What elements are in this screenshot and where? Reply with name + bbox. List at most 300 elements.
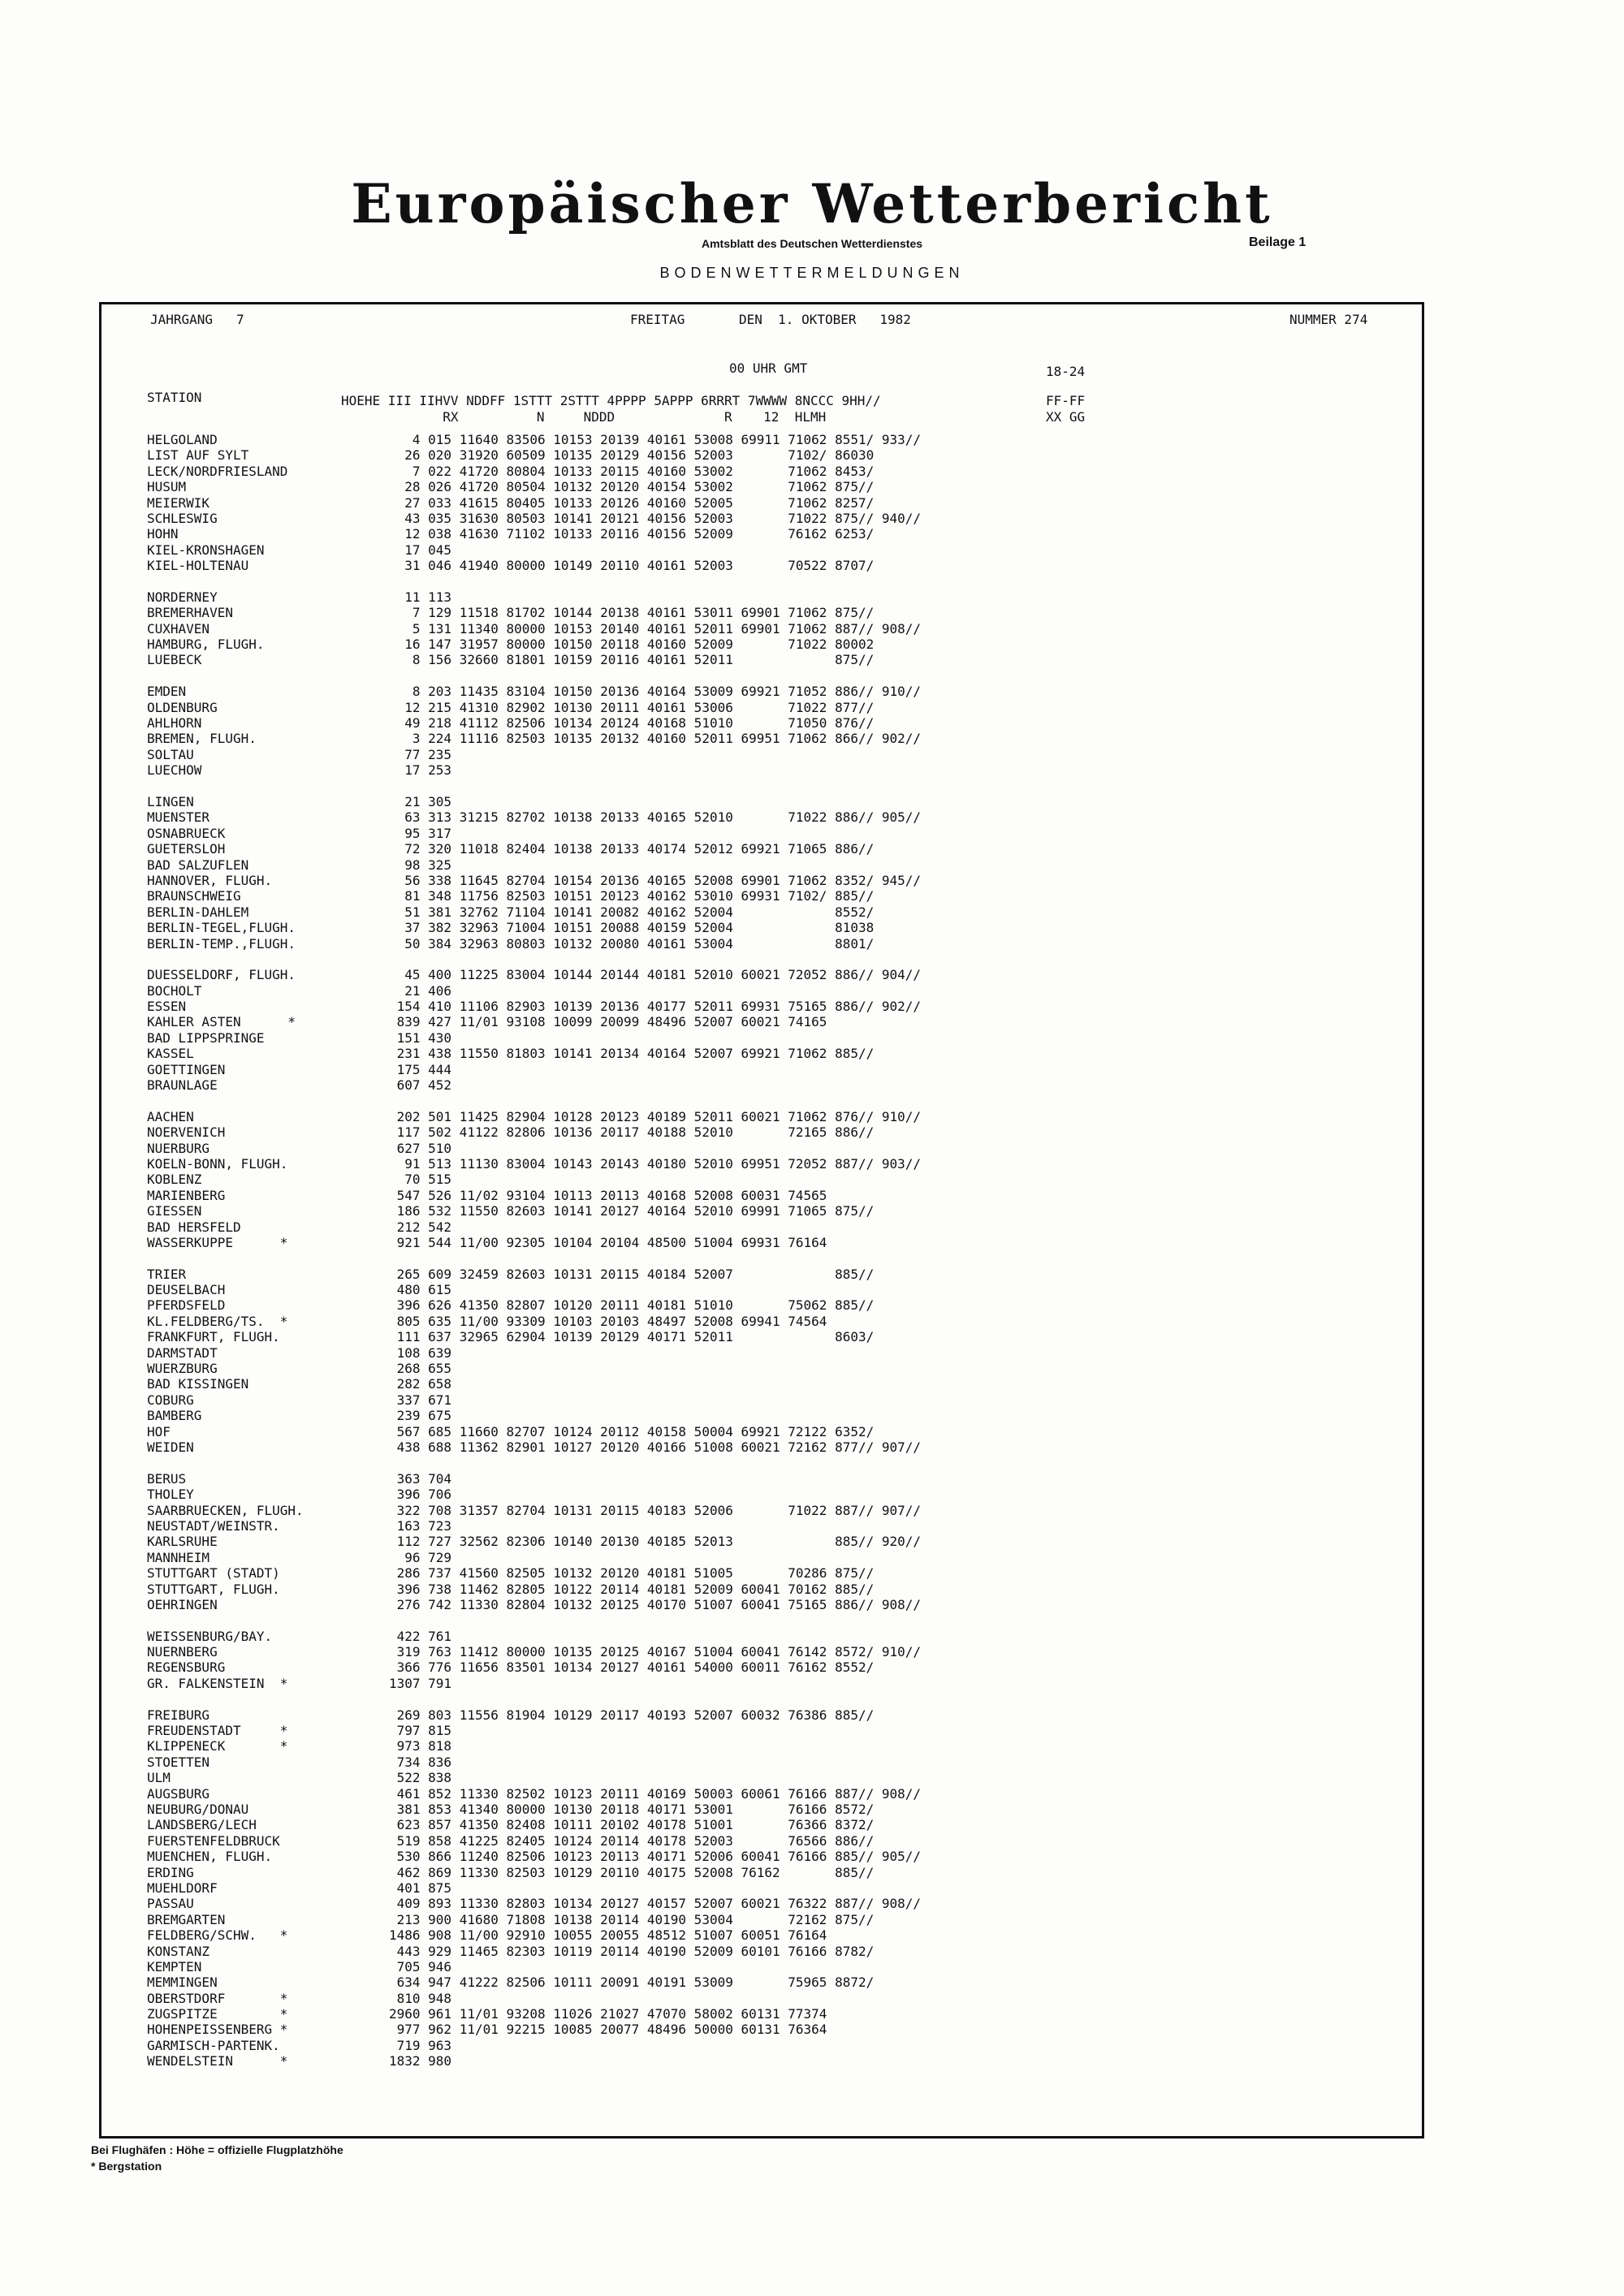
station-name: MARIENBERG: [147, 1187, 226, 1203]
station-observation: 212 542: [389, 1219, 452, 1235]
station-row: [147, 936, 921, 952]
station-observation: 547 526 11/02 93104 10113 20113 40168 52008 60031 74565: [389, 1187, 827, 1203]
station-name: SAARBRUECKEN, FLUGH.: [147, 1502, 304, 1518]
station-row: [147, 1738, 921, 1754]
code-columns-line2: RX N NDDD R 12 HLMH: [341, 409, 827, 425]
station-observation: 108 639: [389, 1344, 452, 1361]
station-observation: 11 113: [389, 589, 452, 605]
station-observation: 7 129 11518 81702 10144 20138 40161 53011 69901 71062 875//: [389, 605, 875, 621]
station-row: [147, 1629, 921, 1644]
station-row: [147, 1282, 921, 1297]
station-name: KOELN-BONN, FLUGH.: [147, 1155, 288, 1172]
group-separator: [147, 574, 921, 589]
station-observation: 381 853 41340 80000 10130 20118 40171 53001 76166 8572/: [389, 1801, 875, 1817]
ff-column-line1: FF-FF: [1046, 393, 1086, 408]
station-observation: 117 502 41122 82806 10136 20117 40188 52010 72165 886//: [389, 1124, 875, 1141]
station-row: [147, 1786, 921, 1802]
station-name: GARMISCH-PARTENK.: [147, 2037, 280, 2053]
station-name: BREMEN, FLUGH.: [147, 731, 257, 747]
station-row: [147, 1912, 921, 1927]
station-name: EMDEN: [147, 684, 187, 700]
station-observation: 8 203 11435 83104 10150 20136 40164 53009 69921 71052 886// 910//: [389, 684, 922, 700]
station-observation: 202 501 11425 82904 10128 20123 40189 52011 60021 71062 876// 910//: [389, 1108, 922, 1124]
station-name: REGENSBURG: [147, 1659, 226, 1676]
station-name: HOF: [147, 1423, 171, 1439]
station-name: MUENSTER: [147, 809, 210, 826]
station-name: TRIER: [147, 1266, 187, 1282]
station-row: [147, 1503, 921, 1518]
weekday: FREITAG: [630, 312, 685, 327]
station-observation: 443 929 11465 82303 10119 20114 40190 52009 60101 76166 8782/: [389, 1943, 875, 1959]
station-name: NUERBURG: [147, 1140, 210, 1156]
station-observation: 7 022 41720 80804 10133 20115 40160 53002 71062 8453/: [389, 463, 875, 479]
station-name: COBURG: [147, 1392, 194, 1408]
station-observation: 567 685 11660 82707 10124 20112 40158 50004 69921 72122 6352/: [389, 1423, 875, 1439]
station-row: [147, 1172, 921, 1187]
station-row: [147, 967, 921, 982]
station-row: [147, 1376, 921, 1392]
station-row: [147, 1865, 921, 1880]
station-observation: 627 510: [389, 1140, 452, 1156]
station-name: HOHN: [147, 526, 179, 542]
publication-subtitle: Amtsblatt des Deutschen Wetterdienstes: [701, 237, 923, 250]
jahrgang: JAHRGANG 7: [150, 312, 244, 327]
station-name: KAHLER ASTEN *: [147, 1014, 296, 1030]
station-name: NEUBURG/DONAU: [147, 1801, 249, 1817]
station-name: AACHEN: [147, 1108, 194, 1124]
station-name: ULM: [147, 1770, 171, 1786]
station-observation: 461 852 11330 82502 10123 20111 40169 50003 60061 76166 887// 908//: [389, 1785, 922, 1802]
station-observation: 112 727 32562 82306 10140 20130 40185 52013 885// 920//: [389, 1534, 922, 1550]
station-row: [147, 1550, 921, 1565]
station-name: WUERZBURG: [147, 1361, 218, 1377]
station-row: [147, 1597, 921, 1612]
station-name: THOLEY: [147, 1487, 194, 1503]
station-row: [147, 1424, 921, 1439]
station-name: OSNABRUECK: [147, 825, 226, 841]
station-name: BAD SALZUFLEN: [147, 857, 249, 873]
station-row: [147, 558, 921, 573]
station-observation: 111 637 32965 62904 10139 20129 40171 52011 8603/: [389, 1329, 875, 1345]
station-observation: 839 427 11/01 93108 10099 20099 48496 52007 60021 74165: [389, 1014, 827, 1030]
station-observation: 2960 961 11/01 93208 11026 21027 47070 58002 60131 77374: [389, 2006, 827, 2022]
station-observation: 363 704: [389, 1470, 452, 1487]
station-observation: 366 776 11656 83501 10134 20127 40161 54000 60011 76162 8552/: [389, 1659, 875, 1676]
station-name: MUEHLDORF: [147, 1880, 218, 1896]
station-name: ZUGSPITZE *: [147, 2006, 288, 2022]
station-name: BAD KISSINGEN: [147, 1376, 249, 1392]
station-observation: 63 313 31215 82702 10138 20133 40165 52010 71022 886// 905//: [389, 809, 922, 826]
station-name: BAMBERG: [147, 1408, 202, 1424]
station-observation: 8 156 32660 81801 10159 20116 40161 52011 875//: [389, 652, 875, 668]
station-row: [147, 904, 921, 920]
station-row: [147, 1707, 921, 1723]
station-name: LANDSBERG/LECH: [147, 1817, 257, 1833]
station-observation: 805 635 11/00 93309 10103 20103 48497 52008 69941 74564: [389, 1313, 827, 1329]
period-label: 18-24: [1046, 364, 1086, 379]
station-row: [147, 1754, 921, 1770]
station-name: WEIDEN: [147, 1439, 194, 1455]
station-name: NORDERNEY: [147, 589, 218, 605]
station-name: STOETTEN: [147, 1754, 210, 1770]
station-row: [147, 1565, 921, 1581]
station-observation: 96 729: [389, 1549, 452, 1565]
station-observation: 634 947 41222 82506 10111 20091 40191 53009 75965 8872/: [389, 1974, 875, 1991]
station-row: [147, 2038, 921, 2053]
station-observation: 16 147 31957 80000 10150 20118 40160 52009 71022 80002: [389, 637, 875, 653]
station-name: MEMMINGEN: [147, 1974, 218, 1991]
station-row: [147, 731, 921, 746]
station-observation: 282 658: [389, 1376, 452, 1392]
station-observation: 70 515: [389, 1172, 452, 1188]
station-name: WASSERKUPPE *: [147, 1234, 288, 1250]
station-name: KEMPTEN: [147, 1958, 202, 1974]
station-row: [147, 479, 921, 494]
station-name: PFERDSFELD: [147, 1297, 226, 1314]
station-name: KIEL-KRONSHAGEN: [147, 542, 265, 558]
station-row: [147, 1471, 921, 1487]
station-name: HANNOVER, FLUGH.: [147, 872, 273, 888]
station-observation: 409 893 11330 82803 10134 20127 40157 52007 60021 76322 887// 908//: [389, 1896, 922, 1912]
station-row: [147, 1534, 921, 1549]
station-row: [147, 1203, 921, 1219]
station-row: [147, 809, 921, 825]
station-observation: 81 348 11756 82503 10151 20123 40162 53010 69931 7102/ 885//: [389, 888, 875, 904]
station-observation: 269 803 11556 81904 10129 20117 40193 52007 60032 76386 885//: [389, 1707, 875, 1723]
station-row: [147, 1644, 921, 1659]
station-name: GR. FALKENSTEIN *: [147, 1675, 288, 1691]
station-name: LUEBECK: [147, 652, 202, 668]
station-observation: 530 866 11240 82506 10123 20113 40171 52006 60041 76166 885// 905//: [389, 1849, 922, 1865]
station-name: NOERVENICH: [147, 1124, 226, 1141]
station-row: [147, 1408, 921, 1423]
station-observation: 519 858 41225 82405 10124 20114 40178 52003 76566 886//: [389, 1832, 875, 1849]
ff-column-line2: XX GG: [1046, 409, 1086, 425]
station-name: OLDENBURG: [147, 699, 218, 715]
station-observation: 12 215 41310 82902 10130 20111 40161 53006 71022 877//: [389, 699, 875, 715]
observation-time: 00 UHR GMT: [729, 360, 808, 376]
station-observation: 27 033 41615 80405 10133 20126 40160 52005 71062 8257/: [389, 494, 875, 511]
station-observation: 797 815: [389, 1723, 452, 1739]
station-row: [147, 1077, 921, 1093]
station-row: [147, 2006, 921, 2022]
footnote-airport: Bei Flughäfen : Höhe = offizielle Flugplatzhöhe: [91, 2143, 343, 2156]
station-row: [147, 1329, 921, 1344]
station-row: [147, 700, 921, 715]
station-name: BREMGARTEN: [147, 1911, 226, 1927]
station-row: [147, 1235, 921, 1250]
station-row: [147, 1345, 921, 1361]
station-observation: 49 218 41112 82506 10134 20124 40168 51010 71050 876//: [389, 715, 875, 732]
station-row: [147, 1802, 921, 1817]
station-row: [147, 1659, 921, 1675]
station-observation: 45 400 11225 83004 10144 20144 40181 52010 60021 72052 886// 904//: [389, 967, 922, 983]
station-observation: 12 038 41630 71102 10133 20116 40156 52009 76162 6253/: [389, 526, 875, 542]
station-observation: 734 836: [389, 1754, 452, 1770]
station-row: [147, 652, 921, 667]
group-separator: [147, 1455, 921, 1470]
station-row: [147, 542, 921, 558]
station-name: BAD LIPPSPRINGE: [147, 1029, 265, 1046]
station-name: SOLTAU: [147, 746, 194, 762]
station-observation: 3 224 11116 82503 10135 20132 40160 52011 69951 71062 866// 902//: [389, 731, 922, 747]
station-row: [147, 1297, 921, 1313]
station-row: [147, 1959, 921, 1974]
station-observation: 810 948: [389, 1990, 452, 2006]
station-name: KARLSRUHE: [147, 1534, 218, 1550]
station-name: BRAUNSCHWEIG: [147, 888, 241, 904]
station-row: [147, 1361, 921, 1376]
station-observation: 56 338 11645 82704 10154 20136 40165 52008 69901 71062 8352/ 945//: [389, 872, 922, 888]
station-name: BERLIN-TEGEL,FLUGH.: [147, 920, 296, 936]
station-observation: 319 763 11412 80000 10135 20125 40167 51004 60041 76142 8572/ 910//: [389, 1644, 922, 1660]
station-observation: 72 320 11018 82404 10138 20133 40174 52012 69921 71065 886//: [389, 841, 875, 857]
station-observation: 276 742 11330 82804 10132 20125 40170 51007 60041 75165 886// 908//: [389, 1596, 922, 1612]
station-row: [147, 1392, 921, 1408]
station-observation: 286 737 41560 82505 10132 20120 40181 51005 70286 875//: [389, 1565, 875, 1582]
page-title: Europäischer Wetterbericht: [351, 172, 1273, 235]
station-observation: 719 963: [389, 2037, 452, 2053]
station-observation: 480 615: [389, 1282, 452, 1298]
station-row: [147, 511, 921, 526]
station-row: [147, 841, 921, 857]
station-observation: 17 253: [389, 762, 452, 779]
station-observation: 522 838: [389, 1770, 452, 1786]
station-observation: 1486 908 11/00 92910 10055 20055 48512 51007 60051 76164: [389, 1927, 827, 1944]
station-observation: 28 026 41720 80504 10132 20120 40154 53002 71062 875//: [389, 479, 875, 495]
station-name: BERUS: [147, 1470, 187, 1487]
station-observation: 213 900 41680 71808 10138 20114 40190 53004 72162 875//: [389, 1911, 875, 1927]
station-observation: 977 962 11/01 92215 10085 20077 48496 50000 60131 76364: [389, 2022, 827, 2038]
station-row: [147, 526, 921, 542]
station-name: FUERSTENFELDBRUCK: [147, 1832, 280, 1849]
station-name: BREMERHAVEN: [147, 605, 233, 621]
station-name: MANNHEIM: [147, 1549, 210, 1565]
group-separator: [147, 1250, 921, 1266]
station-table: [147, 432, 921, 2069]
station-row: [147, 684, 921, 699]
station-row: [147, 1723, 921, 1738]
station-row: [147, 920, 921, 935]
station-row: [147, 637, 921, 652]
station-observation: 1307 791: [389, 1675, 452, 1691]
station-observation: 95 317: [389, 825, 452, 841]
station-observation: 21 305: [389, 793, 452, 809]
station-row: [147, 464, 921, 479]
station-row: [147, 1676, 921, 1691]
station-observation: 231 438 11550 81803 10141 20134 40164 52007 69921 71062 885//: [389, 1046, 875, 1062]
station-row: [147, 1219, 921, 1235]
issue-number: NUMMER 274: [1289, 312, 1368, 327]
station-row: [147, 1124, 921, 1140]
station-name: BERLIN-DAHLEM: [147, 904, 249, 920]
station-row: [147, 1109, 921, 1124]
station-row: [147, 1880, 921, 1896]
station-row: [147, 495, 921, 511]
station-row: [147, 1267, 921, 1282]
station-row: [147, 826, 921, 841]
station-row: [147, 1582, 921, 1597]
station-observation: 921 544 11/00 92305 10104 20104 48500 51004 69931 76164: [389, 1234, 827, 1250]
station-row: [147, 747, 921, 762]
station-name: LINGEN: [147, 793, 194, 809]
station-observation: 31 046 41940 80000 10149 20110 40161 52003 70522 8707/: [389, 558, 875, 574]
station-row: [147, 857, 921, 873]
station-name: DARMSTADT: [147, 1344, 218, 1361]
station-name: FELDBERG/SCHW. *: [147, 1927, 288, 1944]
station-name: HOHENPEISSENBERG *: [147, 2022, 288, 2038]
station-name: WEISSENBURG/BAY.: [147, 1628, 273, 1644]
station-row: [147, 715, 921, 731]
station-name: LIST AUF SYLT: [147, 447, 249, 464]
station-name: MEIERWIK: [147, 494, 210, 511]
station-row: [147, 1156, 921, 1172]
supplement-label: Beilage 1: [1249, 235, 1307, 249]
station-name: BOCHOLT: [147, 982, 202, 999]
group-separator: [147, 1691, 921, 1707]
station-row: [147, 1991, 921, 2006]
station-observation: 438 688 11362 82901 10127 20120 40166 51008 60021 72162 877// 907//: [389, 1439, 922, 1455]
station-name: KL.FELDBERG/TS. *: [147, 1313, 288, 1329]
station-observation: 1832 980: [389, 2053, 452, 2069]
station-name: WENDELSTEIN *: [147, 2053, 288, 2069]
station-name: KLIPPENECK *: [147, 1738, 288, 1754]
station-row: [147, 873, 921, 888]
station-row: [147, 1974, 921, 1990]
station-observation: 43 035 31630 80503 10141 20121 40156 52003 71022 875// 940//: [389, 510, 922, 526]
station-name: KOBLENZ: [147, 1172, 202, 1188]
station-observation: 91 513 11130 83004 10143 20143 40180 52010 69951 72052 887// 903//: [389, 1155, 922, 1172]
station-name: NEUSTADT/WEINSTR.: [147, 1517, 280, 1534]
station-name: BERLIN-TEMP.,FLUGH.: [147, 935, 296, 952]
station-row: [147, 1944, 921, 1959]
station-name: LECK/NORDFRIESLAND: [147, 463, 288, 479]
station-row: [147, 621, 921, 637]
station-observation: 154 410 11106 82903 10139 20136 40177 52011 69931 75165 886// 902//: [389, 999, 922, 1015]
station-observation: 26 020 31920 60509 10135 20129 40156 52003 7102/ 86030: [389, 447, 875, 464]
station-observation: 705 946: [389, 1958, 452, 1974]
station-observation: 50 384 32963 80803 10132 20080 40161 53004 8801/: [389, 935, 875, 952]
station-row: [147, 432, 921, 447]
station-row: [147, 605, 921, 620]
station-observation: 175 444: [389, 1061, 452, 1077]
station-row: [147, 589, 921, 605]
station-name: HUSUM: [147, 479, 187, 495]
station-row: [147, 999, 921, 1014]
station-name: KASSEL: [147, 1046, 194, 1062]
issue-date: DEN 1. OKTOBER 1982: [739, 312, 911, 327]
station-name: KIEL-HOLTENAU: [147, 558, 249, 574]
group-separator: [147, 668, 921, 684]
station-observation: 239 675: [389, 1408, 452, 1424]
station-row: [147, 888, 921, 904]
station-name: HELGOLAND: [147, 432, 218, 447]
station-name: SCHLESWIG: [147, 510, 218, 526]
station-observation: 337 671: [389, 1392, 452, 1408]
station-name: OEHRINGEN: [147, 1596, 218, 1612]
station-row: [147, 1770, 921, 1785]
station-column-header: STATION: [147, 390, 202, 405]
station-observation: 186 532 11550 82603 10141 20127 40164 52010 69991 71065 875//: [389, 1203, 875, 1219]
station-observation: 163 723: [389, 1517, 452, 1534]
station-name: GUETERSLOH: [147, 841, 226, 857]
station-name: STUTTGART, FLUGH.: [147, 1581, 280, 1597]
station-row: [147, 1014, 921, 1029]
station-name: ERDING: [147, 1864, 194, 1880]
station-name: DEUSELBACH: [147, 1282, 226, 1298]
station-name: PASSAU: [147, 1896, 194, 1912]
station-observation: 401 875: [389, 1880, 452, 1896]
section-heading: BODENWETTERMELDUNGEN: [659, 265, 965, 281]
station-observation: 5 131 11340 80000 10153 20140 40161 52011 69901 71062 887// 908//: [389, 620, 922, 637]
station-observation: 973 818: [389, 1738, 452, 1754]
station-name: BAD HERSFELD: [147, 1219, 241, 1235]
group-separator: [147, 779, 921, 794]
station-observation: 77 235: [389, 746, 452, 762]
group-separator: [147, 1612, 921, 1628]
station-observation: 268 655: [389, 1361, 452, 1377]
group-separator: [147, 1093, 921, 1108]
station-name: GOETTINGEN: [147, 1061, 226, 1077]
station-row: [147, 1518, 921, 1534]
footnote-mountain: * Bergstation: [91, 2160, 162, 2173]
station-observation: 4 015 11640 83506 10153 20139 40161 53008 69911 71062 8551/ 933//: [389, 432, 922, 447]
station-row: [147, 447, 921, 463]
station-row: [147, 1188, 921, 1203]
station-observation: 623 857 41350 82408 10111 20102 40178 51001 76366 8372/: [389, 1817, 875, 1833]
station-observation: 17 045: [389, 542, 452, 558]
station-name: AHLHORN: [147, 715, 202, 732]
station-name: GIESSEN: [147, 1203, 202, 1219]
station-name: NUERNBERG: [147, 1644, 218, 1660]
station-row: [147, 762, 921, 778]
code-columns-line1: HOEHE III IIHVV NDDFF 1STTT 2STTT 4PPPP 5APPP 6RRRT 7WWWW 8NCCC 9HH//: [341, 393, 881, 408]
station-row: [147, 1062, 921, 1077]
station-observation: 462 869 11330 82503 10129 20110 40175 52008 76162 885//: [389, 1864, 875, 1880]
station-observation: 21 406: [389, 982, 452, 999]
station-observation: 151 430: [389, 1029, 452, 1046]
station-row: [147, 983, 921, 999]
station-observation: 422 761: [389, 1628, 452, 1644]
station-row: [147, 1046, 921, 1061]
station-row: [147, 1439, 921, 1455]
station-observation: 607 452: [389, 1077, 452, 1094]
station-row: [147, 1030, 921, 1046]
station-name: MUENCHEN, FLUGH.: [147, 1849, 273, 1865]
station-observation: 98 325: [389, 857, 452, 873]
station-row: [147, 1896, 921, 1911]
station-observation: 37 382 32963 71004 10151 20088 40159 52004 81038: [389, 920, 875, 936]
station-row: [147, 1314, 921, 1329]
station-name: KONSTANZ: [147, 1943, 210, 1959]
station-row: [147, 1141, 921, 1156]
station-observation: 396 738 11462 82805 10122 20114 40181 52009 60041 70162 885//: [389, 1581, 875, 1597]
station-name: LUECHOW: [147, 762, 202, 779]
station-name: FREIBURG: [147, 1707, 210, 1723]
station-name: STUTTGART (STADT): [147, 1565, 280, 1582]
station-row: [147, 1927, 921, 1943]
station-name: HAMBURG, FLUGH.: [147, 637, 265, 653]
station-name: ESSEN: [147, 999, 187, 1015]
station-name: OBERSTDORF *: [147, 1990, 288, 2006]
station-name: CUXHAVEN: [147, 620, 210, 637]
station-name: BRAUNLAGE: [147, 1077, 218, 1094]
station-name: FRANKFURT, FLUGH.: [147, 1329, 280, 1345]
station-row: [147, 2022, 921, 2037]
group-separator: [147, 952, 921, 967]
station-name: AUGSBURG: [147, 1785, 210, 1802]
station-observation: 396 706: [389, 1487, 452, 1503]
